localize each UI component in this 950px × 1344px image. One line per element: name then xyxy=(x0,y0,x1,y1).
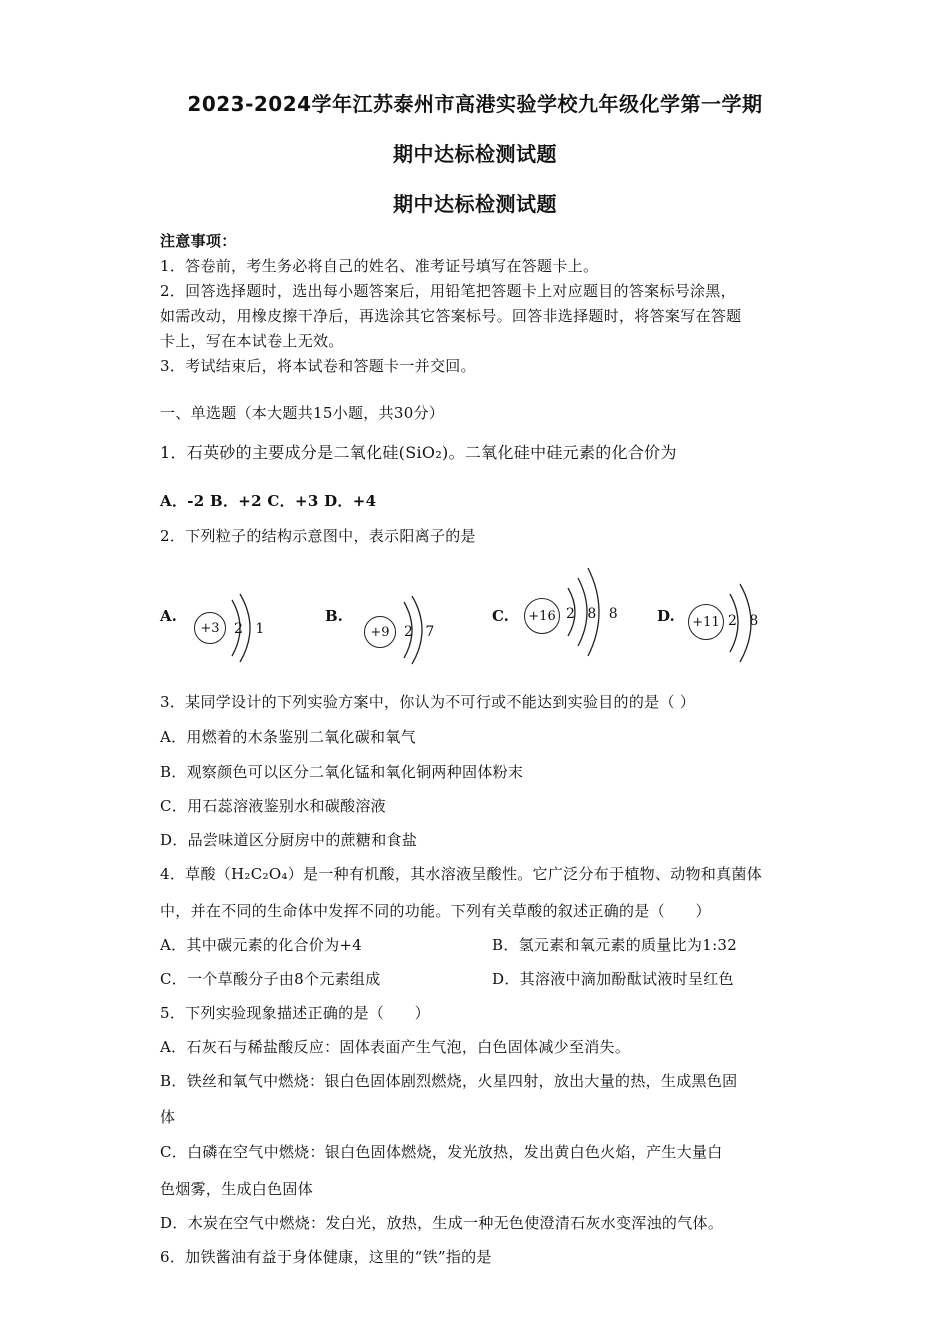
q5-option-b-line-2: 体 xyxy=(160,1108,176,1126)
q5-option-c-line-2: 色烟雾，生成白色固体 xyxy=(160,1180,314,1198)
q2-a-electrons: 2 1 xyxy=(234,621,269,637)
q4-option-a: A．其中碳元素的化合价为+4 xyxy=(160,936,363,954)
title-line-2: 期中达标检测试题 xyxy=(393,142,557,166)
q2-option-a-label: A. xyxy=(160,607,177,625)
q2-atom-b xyxy=(360,590,440,670)
q3-option-d: D．品尝味道区分厨房中的蔗糖和食盐 xyxy=(160,831,418,849)
q2-a-nucleus: +3 xyxy=(194,612,226,644)
q3-option-a: A．用燃着的木条鉴别二氧化碳和氧气 xyxy=(160,728,416,746)
q3-stem: 3．某同学设计的下列实验方案中，你认为不可行或不能达到实验目的的是（ ） xyxy=(160,693,696,711)
q1-stem: 1．石英砂的主要成分是二氧化硅(SiO₂)。二氧化硅中硅元素的化合价为 xyxy=(160,443,677,462)
notice-line-5: 3．考试结束后，将本试卷和答题卡一并交回。 xyxy=(160,357,476,375)
q2-option-c-label: C. xyxy=(492,607,509,625)
q5-option-a: A．石灰石与稀盐酸反应：固体表面产生气泡，白色固体减少至消失。 xyxy=(160,1038,631,1056)
title-line-3: 期中达标检测试题 xyxy=(393,192,557,216)
q4-option-c: C．一个草酸分子由8个元素组成 xyxy=(160,970,381,988)
q2-atom-c xyxy=(522,562,622,662)
q2-option-d-label: D. xyxy=(657,607,675,625)
q5-option-d: D．木炭在空气中燃烧：发白光，放热，生成一种无色使澄清石灰水变浑浊的气体。 xyxy=(160,1214,724,1232)
title-line-1: 2023-2024学年江苏泰州市高港实验学校九年级化学第一学期 xyxy=(187,92,763,116)
q5-option-c-line-1: C．白磷在空气中燃烧：银白色固体燃烧，发光放热，发出黄白色火焰，产生大量白 xyxy=(160,1143,723,1161)
q4-stem-line-1: 4．草酸（H₂C₂O₄）是一种有机酸，其水溶液呈酸性。它广泛分布于植物、动物和真菌体 xyxy=(160,865,763,883)
q5-stem: 5．下列实验现象描述正确的是（ ） xyxy=(160,1004,430,1022)
q5-option-b-line-1: B．铁丝和氧气中燃烧：银白色固体剧烈燃烧，火星四射，放出大量的热，生成黑色固 xyxy=(160,1072,738,1090)
q2-d-electrons: 2 8 xyxy=(728,613,763,629)
q4-option-d: D．其溶液中滴加酚酞试液时呈红色 xyxy=(492,970,734,988)
section-1-heading: 一、单选题（本大题共15小题，共30分） xyxy=(160,404,445,422)
q3-option-c: C．用石蕊溶液鉴别水和碳酸溶液 xyxy=(160,797,386,815)
q6-stem: 6．加铁酱油有益于身体健康，这里的“铁”指的是 xyxy=(160,1248,492,1266)
notice-heading: 注意事项： xyxy=(160,232,237,250)
q2-c-electrons: 2 8 8 xyxy=(566,606,622,622)
q2-atom-d xyxy=(686,578,776,668)
q2-b-electrons: 2 7 xyxy=(404,624,439,640)
q4-stem-line-2: 中，并在不同的生命体中发挥不同的功能。下列有关草酸的叙述正确的是（ ） xyxy=(160,902,711,920)
q2-stem: 2．下列粒子的结构示意图中，表示阳离子的是 xyxy=(160,527,476,545)
q2-atom-a xyxy=(190,588,270,668)
q2-b-nucleus: +9 xyxy=(364,616,396,648)
q3-option-b: B．观察颜色可以区分二氧化锰和氧化铜两种固体粉末 xyxy=(160,763,524,781)
q4-option-b: B．氢元素和氧元素的质量比为1:32 xyxy=(492,936,738,954)
notice-line-1: 1．答卷前，考生务必将自己的姓名、准考证号填写在答题卡上。 xyxy=(160,257,599,275)
q2-c-nucleus: +16 xyxy=(524,598,560,634)
q2-option-b-label: B. xyxy=(325,607,343,625)
q2-d-nucleus: +11 xyxy=(688,604,724,640)
notice-line-4: 卡上，写在本试卷上无效。 xyxy=(160,332,344,350)
notice-line-3: 如需改动，用橡皮擦干净后，再选涂其它答案标号。回答非选择题时，将答案写在答题 xyxy=(160,307,742,325)
q1-options: A．-2 B．+2 C．+3 D．+4 xyxy=(160,492,377,510)
notice-line-2: 2．回答选择题时，选出每小题答案后，用铅笔把答题卡上对应题目的答案标号涂黑， xyxy=(160,282,736,300)
